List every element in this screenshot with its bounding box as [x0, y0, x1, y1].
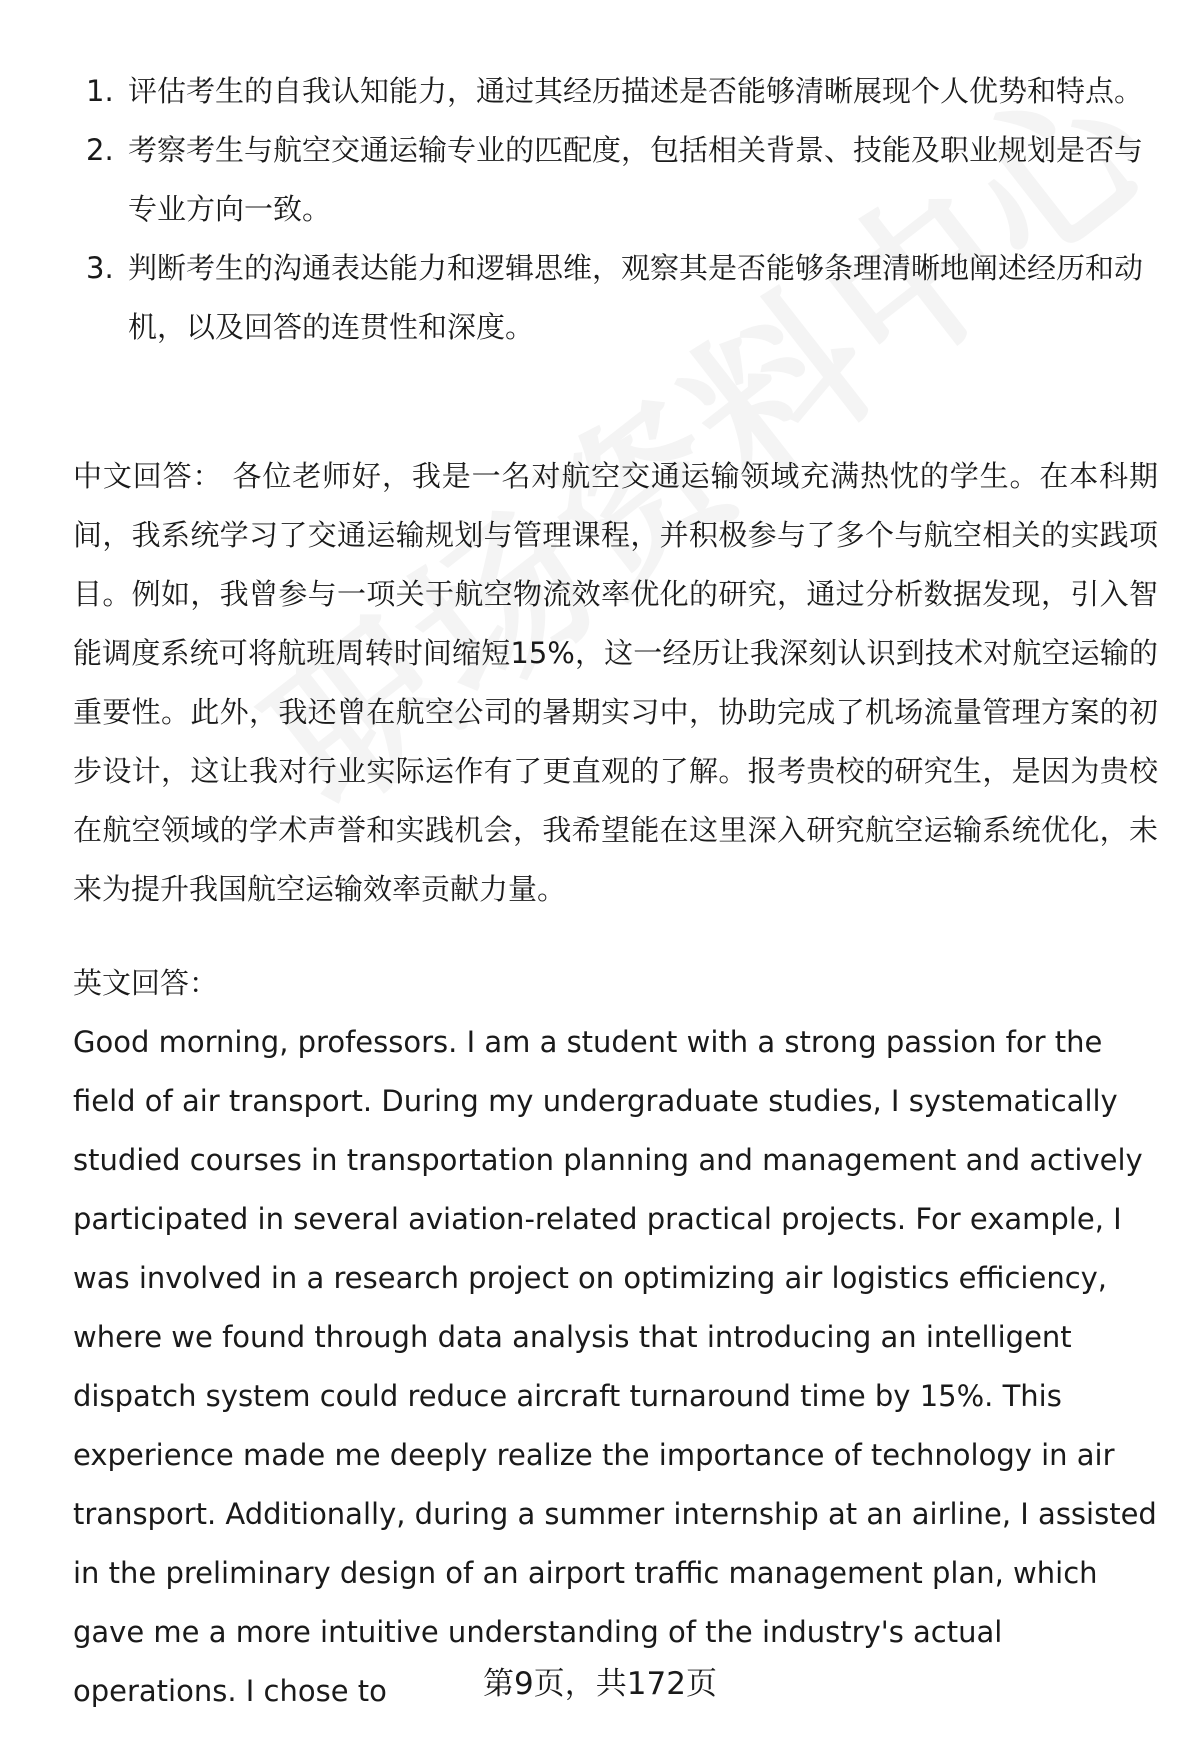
- criteria-text: 考察考生与航空交通运输专业的匹配度，包括相关背景、技能及职业规划是否与专业方向一致。: [128, 133, 1144, 226]
- chinese-answer-text: 各位老师好，我是一名对航空交通运输领域充满热忱的学生。在本科期间，我系统学习了交通运输规划与管理课程，并积极参与了多个与航空相关的实践项目。例如，我曾参与一项关于航空物流效率优化的研究，通过分析数据发现，引入智能调度系统可将航班周转时间缩短15%，这一经历让我深刻认识到技术对航空运输的重要性。此外，我还曾在航空公司的暑期实习中，协助完成了机场流量管理方案的初步设计，这让我对行业实际运作有了更直观的了解。报考贵校的研究生，是因为贵校在航空领域的学术声誉和实践机会，我希望能在这里深入研究航空运输系统优化，未来为提升我国航空运输效率贡献力量。: [73, 459, 1158, 906]
- criteria-number: 2.: [86, 133, 114, 167]
- criteria-number: 1.: [86, 74, 114, 108]
- chinese-answer-label: 中文回答：: [73, 459, 223, 493]
- criteria-text: 判断考生的沟通表达能力和逻辑思维，观察其是否能够条理清晰地阐述经历和动机，以及回答的连贯性和深度。: [128, 251, 1144, 344]
- evaluation-criteria-list: [78, 62, 1158, 357]
- criteria-item-1: [78, 62, 1158, 121]
- english-answer-text: Good morning, professors. I am a student with a strong passion for the field of air transport. During my undergraduate studies, I systematically studied courses in transportation planning and management and actively participated in several aviation-related practical projects. For example, I was involved in a research project on optimizing air logistics efficiency, where we found through data analysis that introducing an intelligent dispatch system could reduce aircraft turnaround time by 15%. This experience made me deeply realize the importance of technology in air transport. Additionally, during a summer internship at an airline, I assisted in the preliminary design of an airport traffic management plan, which gave me a more intuitive understanding of the industry's actual operations. I chose to: [73, 1025, 1157, 1708]
- page-number-footer: 第9页，共172页: [483, 1666, 717, 1702]
- criteria-item-3: [78, 239, 1158, 357]
- criteria-item-2: [78, 121, 1158, 239]
- english-answer-label: 英文回答：: [73, 966, 219, 1000]
- criteria-number: 3.: [86, 251, 114, 285]
- criteria-text: 评估考生的自我认知能力，通过其经历描述是否能够清晰展现个人优势和特点。: [128, 74, 1144, 108]
- chinese-answer-paragraph: [73, 447, 1158, 919]
